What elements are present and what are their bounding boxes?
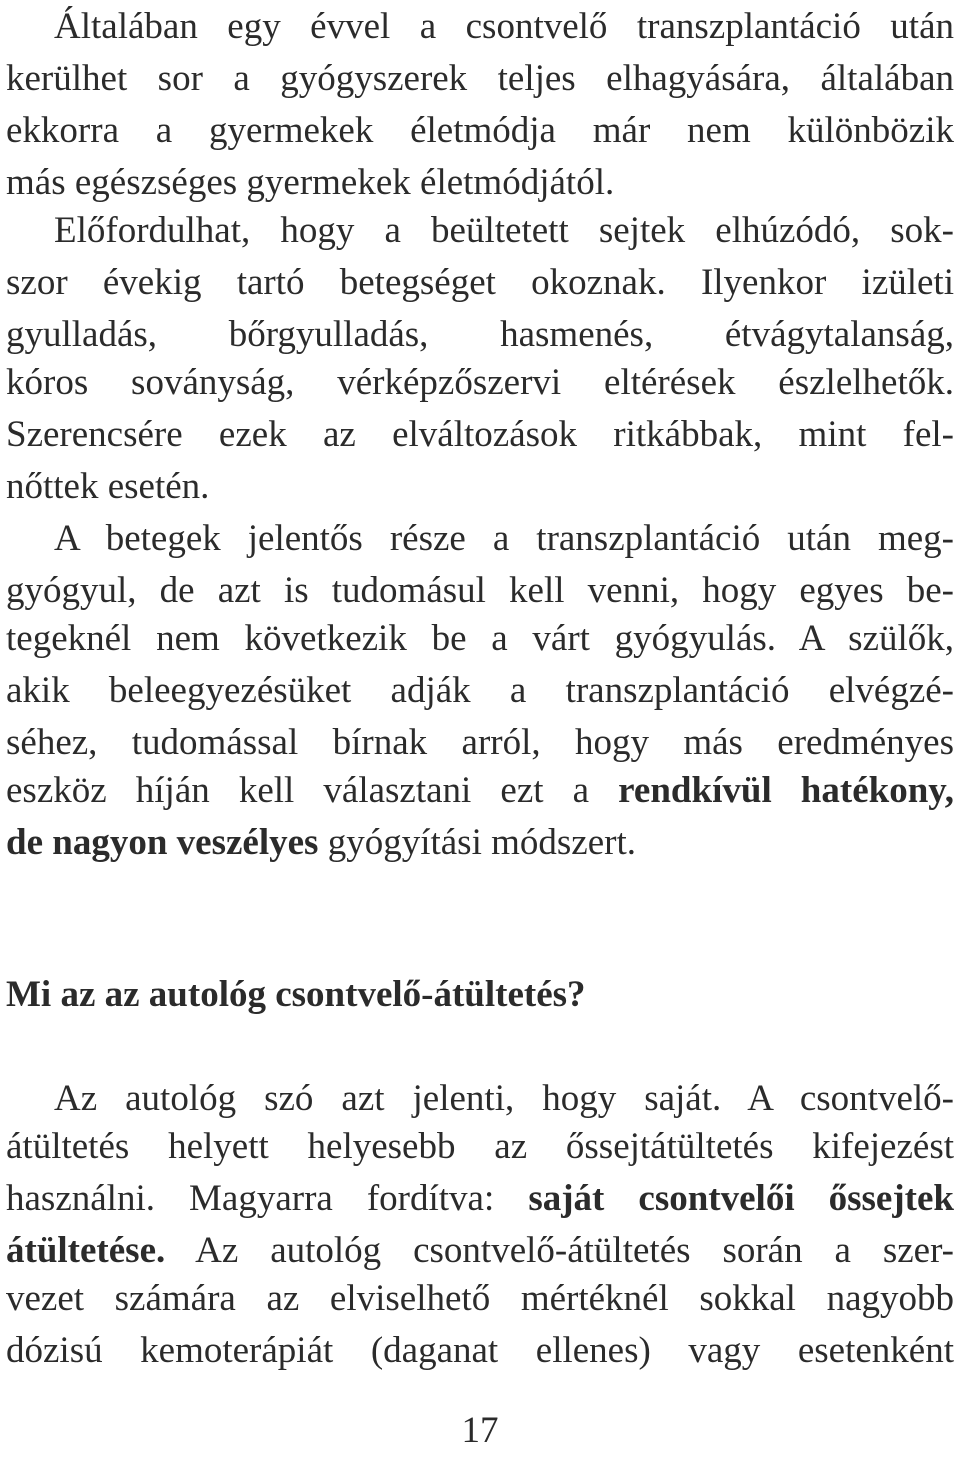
text-line: nőttek esetén. [6,466,210,507]
text-line: kóros soványság, vérképzőszervi eltérések észlelhetők. [6,362,954,403]
text-line: vezet számára az elviselhető mértéknél sokkal nagyobb [6,1278,954,1319]
text-line: más egészséges gyermekek életmódjától. [6,162,615,203]
bold-text: de nagyon veszélyes [6,822,319,863]
text-line: Az autológ szó azt jelenti, hogy saját. A csontvelő- [54,1078,954,1119]
text-line: Szerencsére ezek az elváltozások ritkábbak, mint fel- [6,414,954,455]
text-span: eszköz híján kell választani ezt a [6,770,619,811]
text-line: A betegek jelentős része a transzplantáció után meg- [54,518,954,559]
text-span: használni. Magyarra fordítva: [6,1178,529,1219]
text-line: Általában egy évvel a csontvelő transzplantáció után [54,6,954,47]
text-line: gyógyul, de azt is tudomásul kell venni, hogy egyes be- [6,570,954,611]
text-line: átültetés helyett helyesebb az őssejtátültetés kifejezést [6,1126,954,1167]
text-span: gyógyítási módszert. [318,822,636,863]
text-line: dózisú kemoterápiát (daganat ellenes) vagy esetenként [6,1330,954,1371]
text-span: Az autológ csontvelő-átültetés során a szer- [165,1230,954,1271]
text-line: gyulladás, bőrgyulladás, hasmenés, étvágytalanság, [6,314,954,355]
section-heading: Mi az az autológ csontvelő-átültetés? [6,974,586,1015]
text-line [6,1172,954,1226]
text-line: Előfordulhat, hogy a beültetett sejtek elhúzódó, sok- [54,210,954,251]
bold-text: átültetése. [6,1230,166,1271]
text-line: szor évekig tartó betegséget okoznak. Ilyenkor izületi [6,262,954,303]
bold-text: saját csontvelői őssejtek [528,1178,954,1219]
text-line: akik beleegyezésüket adják a transzplantáció elvégzé- [6,670,954,711]
text-line: ekkorra a gyermekek életmódja már nem különbözik [6,110,954,151]
text-line: tegeknél nem következik be a várt gyógyulás. A szülők, [6,618,954,659]
text-line [6,764,954,818]
page-number: 17 [461,1410,499,1451]
text-line [6,816,954,870]
text-line: kerülhet sor a gyógyszerek teljes elhagyására, általában [6,58,954,99]
text-line: séhez, tudomással bírnak arról, hogy más eredményes [6,722,954,763]
text-line [6,1224,954,1278]
bold-text: rendkívül hatékony, [618,770,954,811]
